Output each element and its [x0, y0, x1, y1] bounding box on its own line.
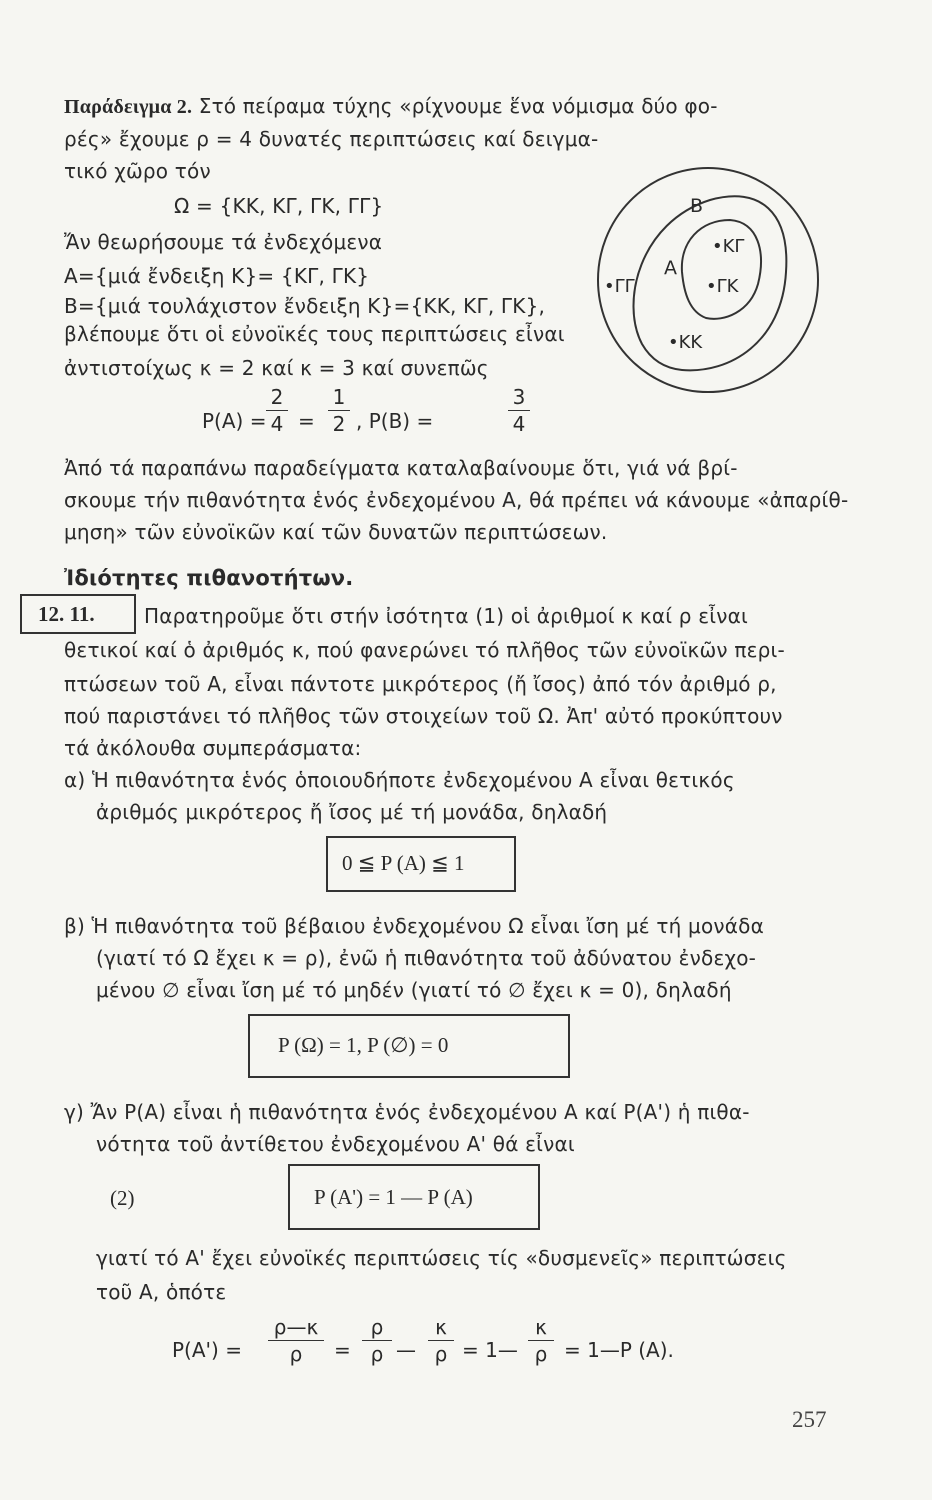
venn-point-kk: •ΚΚ — [668, 332, 703, 353]
example-line1-text: Στό πείραμα τύχης «ρίχνουμε ἕνα νόμισμα δύο φο- — [198, 94, 718, 118]
example-paragraph-line1 — [64, 94, 718, 119]
beta-line2: (γιατί τό Ω ἔχει κ = ρ), ἐνῶ ἡ πιθανότητα τοῦ ἀδύνατου ἐνδεχο- — [96, 946, 757, 970]
pb-fraction — [508, 386, 530, 435]
gamma-line2: νότητα τοῦ ἀντίθετου ἐνδεχομένου Α' θά εἶναι — [96, 1132, 575, 1156]
final-equals-2: = — [334, 1338, 351, 1362]
final-fraction-2-num: ρ — [370, 1315, 384, 1339]
venn-point-kg: •ΚΓ — [712, 236, 745, 257]
section-para-line3: πτώσεων τοῦ Α, εἶναι πάντοτε μικρότερος (ἤ ἴσος) ἀπό τόν ἀριθμό ρ, — [64, 672, 777, 696]
pa-fraction-1 — [266, 386, 288, 435]
page-number: 257 — [792, 1407, 827, 1432]
pa-equals: = — [298, 409, 315, 433]
alpha-formula-box — [326, 836, 516, 892]
equation-number: (2) — [110, 1186, 135, 1210]
final-fraction-2-den: ρ — [370, 1342, 384, 1366]
final-equals-3: = 1— — [462, 1338, 518, 1362]
final-fraction-2 — [362, 1316, 392, 1365]
final-minus: — — [396, 1338, 416, 1362]
venn-diagram — [590, 152, 830, 402]
example-paragraph-line3: τικό χῶρο τόν — [64, 159, 211, 183]
conclusion-line2: σκουμε τήν πιθανότητα ἑνός ἐνδεχομένου Α, θά πρέπει νά κάνουμε «ἀπαρίθ- — [64, 488, 849, 512]
pb-numerator: 3 — [512, 385, 526, 409]
venn-label-a: Α — [664, 257, 677, 279]
pa-numerator-1: 2 — [270, 385, 284, 409]
example-paragraph-line2: ρές» ἔχουμε ρ = 4 δυνατές περιπτώσεις καί δειγμα- — [64, 127, 599, 151]
event-a-definition: Α={μιά ἔνδειξη Κ}= {ΚΓ, ΓΚ} — [64, 264, 370, 288]
gamma-formula-box — [288, 1164, 540, 1230]
beta-line1: β) Ἡ πιθανότητα τοῦ βέβαιου ἐνδεχομένου Ω εἶναι ἴση μέ τή μονάδα — [64, 914, 764, 938]
pb-label: , P(B) = — [356, 409, 434, 433]
alpha-formula: 0 ≦ P (A) ≦ 1 — [342, 851, 465, 875]
beta-formula: P (Ω) = 1, P (∅) = 0 — [278, 1033, 449, 1057]
final-fraction-4-num: κ — [535, 1315, 547, 1339]
section-number-box — [20, 594, 136, 634]
final-lhs: P(A') = — [172, 1338, 242, 1362]
example-paragraph-line4: Ἄν θεωρήσουμε τά ἐνδεχόμενα — [64, 230, 383, 254]
section-para-line5: τά ἀκόλουθα συμπεράσματα: — [64, 736, 362, 760]
pa-denominator-2: 2 — [332, 412, 346, 436]
conclusion-line3: μηση» τῶν εὐνοϊκῶν καί τῶν δυνατῶν περιπτώσεων. — [64, 520, 608, 544]
final-fraction-3 — [428, 1316, 454, 1365]
final-rhs: = 1—P (A). — [564, 1338, 674, 1362]
venn-label-b: Β — [690, 195, 704, 217]
example-paragraph-line5: βλέπουμε ὅτι οἱ εὐνοϊκές τους περιπτώσεις εἶναι — [64, 322, 565, 346]
final-fraction-3-num: κ — [435, 1315, 447, 1339]
venn-point-gk: •ΓΚ — [706, 276, 739, 297]
beta-line3: μένου ∅ εἶναι ἴση μέ τό μηδέν (γιατί τό ∅ ἔχει κ = 0), δηλαδή — [96, 978, 732, 1002]
sample-space-omega: Ω = {ΚΚ, ΚΓ, ΓΚ, ΓΓ} — [174, 194, 384, 218]
gamma-line1: γ) Ἄν P(A) εἶναι ἡ πιθανότητα ἑνός ἐνδεχομένου Α καί P(A') ἡ πιθα- — [64, 1100, 750, 1124]
example-heading: Παράδειγμα 2. — [64, 96, 193, 118]
pa-label: P(A) = — [202, 409, 267, 433]
conclusion-line1: Ἀπό τά παραπάνω παραδείγματα καταλαβαίνουμε ὅτι, γιά νά βρί- — [64, 456, 738, 480]
final-fraction-1 — [268, 1316, 324, 1365]
section-number: 12. 11. — [38, 602, 95, 626]
event-b-definition: Β={μιά τουλάχιστον ἔνδειξη Κ}={ΚΚ, ΚΓ, ΓΚ}, — [64, 294, 546, 318]
gamma-formula: P (A') = 1 — P (A) — [314, 1185, 473, 1209]
beta-formula-box — [248, 1014, 570, 1078]
section-para-line2: θετικοί καί ὁ ἀριθμός κ, πού φανερώνει τό πλῆθος τῶν εὐνοϊκῶν περι- — [64, 638, 785, 662]
section-title: Ἰδιότητες πιθανοτήτων. — [64, 566, 354, 590]
section-para-line4: πού παριστάνει τό πλῆθος τῶν στοιχείων τοῦ Ω. Ἀπ' αὐτό προκύπτουν — [64, 704, 783, 728]
final-fraction-4 — [528, 1316, 554, 1365]
gamma-line4: τοῦ Α, ὁπότε — [96, 1280, 227, 1304]
pa-denominator-1: 4 — [270, 412, 284, 436]
pa-numerator-2: 1 — [332, 385, 346, 409]
final-fraction-4-den: ρ — [534, 1342, 548, 1366]
pb-denominator: 4 — [512, 412, 526, 436]
final-fraction-1-den: ρ — [289, 1342, 303, 1366]
alpha-line1: α) Ἡ πιθανότητα ἑνός ὁποιουδήποτε ἐνδεχομένου Α εἶναι θετικός — [64, 768, 735, 792]
section-para-line1: Παρατηροῦμε ὅτι στήν ἰσότητα (1) οἱ ἀριθμοί κ καί ρ εἶναι — [144, 604, 748, 628]
set-a-outline — [682, 220, 761, 319]
final-fraction-3-den: ρ — [434, 1342, 448, 1366]
pa-fraction-2 — [328, 386, 350, 435]
alpha-line2: ἀριθμός μικρότερος ἤ ἴσος μέ τή μονάδα, δηλαδή — [96, 800, 608, 824]
example-paragraph-line6: ἀντιστοίχως κ = 2 καί κ = 3 καί συνεπῶς — [64, 356, 489, 380]
venn-point-gg: •ΓΓ — [604, 276, 635, 297]
final-fraction-1-num: ρ—κ — [273, 1315, 319, 1339]
gamma-line3: γιατί τό Α' ἔχει εὐνοϊκές περιπτώσεις τίς «δυσμενεῖς» περιπτώσεις — [96, 1246, 787, 1270]
